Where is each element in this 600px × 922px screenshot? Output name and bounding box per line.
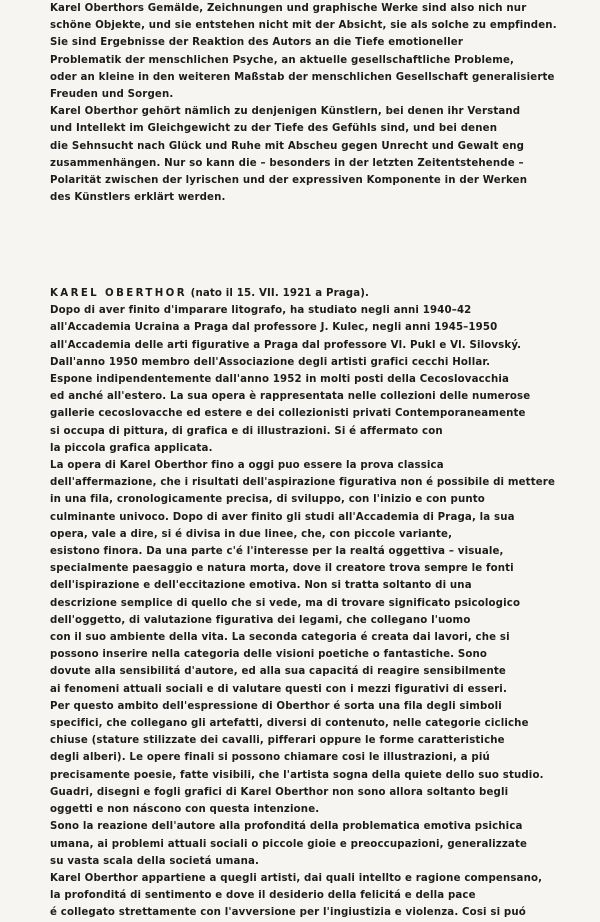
- italian-line: la profonditá di sentimento e dove il desiderio della felicitá e della pace: [50, 890, 476, 902]
- italian-line: all'Accademia delle arti figurative a Praga dal professore Vl. Pukl e Vl. Silovský.: [50, 339, 522, 351]
- italian-line: é collegato strettamente con l'avversione per l'ingiustizia e violenza. Cosi si puó: [50, 907, 526, 919]
- italian-line: culminante univoco. Dopo di aver finito gli studi all'Accademia di Praga, la sua: [50, 511, 515, 523]
- italian-line: su vasta scala della societá umana.: [50, 855, 260, 867]
- italian-line: precisamente poesie, fatte visibili, che l'artista sogna della quiete dello suo studio.: [50, 769, 544, 781]
- italian-line: dovute alla sensibilitá d'autore, ed alla sua capacitá di reagire sensibilmente: [50, 666, 506, 678]
- italian-text-block: [50, 285, 580, 922]
- italian-line: ai fenomeni attuali sociali e di valutare questi con i mezzi figurativi di esseri.: [50, 683, 507, 695]
- italian-line: Espone indipendentemente dall'anno 1952 in molti posti della Cecoslovacchia: [50, 374, 510, 386]
- italian-line: specifici, che collegano gli artefatti, diversi di contenuto, nelle categorie cicliche: [50, 718, 529, 730]
- italian-line: descrizione semplice di quello che si vede, ma di trovare significato psicologico: [50, 597, 521, 609]
- italian-line: possono inserire nella categoria delle visioni poetiche o fantastiche. Sono: [50, 649, 488, 661]
- german-line: Karel Oberthor gehört nämlich zu denjenigen Künstlern, bei denen ihr Verstand: [50, 106, 521, 118]
- german-line: die Sehnsucht nach Glück und Ruhe mit Abscheu gegen Unrecht und Gewalt eng: [50, 140, 525, 152]
- german-line: schöne Objekte, und sie entstehen nicht mit der Absicht, sie als solche zu empfinden.: [50, 20, 557, 32]
- italian-line: oggetti e non náscono con questa intenzione.: [50, 804, 320, 816]
- biography-heading: [50, 285, 580, 302]
- italian-line: Sono la reazione dell'autore alla profonditá della problematica emotiva psichica: [50, 821, 523, 833]
- italian-line: ed anché all'estero. La sua opera è rappresentata nelle collezioni delle numerose: [50, 391, 531, 403]
- german-line: Sie sind Ergebnisse der Reaktion des Autors an die Tiefe emotioneller: [50, 37, 463, 49]
- italian-line: chiuse (stature stilizzate dei cavalli, pifferari oppure le forme caratteristiche: [50, 735, 505, 747]
- german-line: Karel Oberthors Gemälde, Zeichnungen und graphische Werke sind also nich nur: [50, 3, 527, 14]
- birth-note: (nato il 15. VII. 1921 a Praga).: [186, 288, 370, 299]
- german-line: und Intellekt im Gleichgewicht zu der Tiefe des Gefühls sind, und bei denen: [50, 123, 498, 135]
- italian-line: degli alberi). Le opere finali si possono chiamare cosi le illustrazioni, a piú: [50, 752, 490, 764]
- italian-line: in una fila, cronologicamente precisa, di sviluppo, con l'inizio e con punto: [50, 494, 485, 506]
- italian-line: opera, vale a dire, si é divisa in due linee, che, con piccole variante,: [50, 528, 453, 540]
- german-line: oder an kleine in den weiteren Maßstab der menschlichen Gesellschaft generalisierte: [50, 71, 555, 83]
- german-line: des Künstlers erklärt werden.: [50, 192, 226, 204]
- italian-line: dell'ispirazione e dell'eccitazione emotiva. Non si tratta soltanto di una: [50, 580, 472, 592]
- italian-line: Guadri, disegni e fogli grafici di Karel Oberthor non sono allora soltanto begli: [50, 786, 509, 798]
- artist-name: KAREL OBERTHOR: [50, 288, 187, 299]
- german-text-block: [50, 0, 580, 206]
- italian-line: La opera di Karel Oberthor fino a oggi puo essere la prova classica: [50, 460, 444, 472]
- italian-line: Per questo ambito dell'espressione di Oberthor é sorta una fila degli simboli: [50, 700, 502, 712]
- italian-line: gallerie cecoslovacche ed estere e dei collezionisti privati Contemporaneamente: [50, 408, 526, 420]
- italian-line: specialmente paesaggio e natura morta, dove il creatore trova sempre le fonti: [50, 563, 514, 575]
- italian-line: con il suo ambiente della vita. La seconda categoria é creata dai lavori, che si: [50, 632, 510, 644]
- german-line: Freuden und Sorgen.: [50, 89, 174, 101]
- italian-line: dell'oggetto, di valutazione figurativa dei legami, che collegano l'uomo: [50, 614, 471, 626]
- italian-line: Dopo di aver finito d'imparare litografo, ha studiato negli anni 1940–42: [50, 305, 472, 317]
- italian-line: esistono finora. Da una parte c'é l'interesse per la realtá oggettiva – visuale,: [50, 546, 504, 558]
- italian-line: dell'affermazione, che i risultati dell'aspirazione figurativa non é possibile di mettere: [50, 477, 556, 489]
- italian-line: Karel Oberthor appartiene a quegli artisti, dai quali intellto e ragione compensano,: [50, 872, 543, 884]
- italian-line: all'Accademia Ucraina a Praga dal professore J. Kulec, negli anni 1945–1950: [50, 322, 498, 334]
- italian-line: umana, ai problemi attuali sociali o piccole gioie e preoccupazioni, generalizzate: [50, 838, 528, 850]
- italian-line: Dall'anno 1950 membro dell'Associazione degli artisti grafici cecchi Hollar.: [50, 356, 491, 368]
- german-line: Problematik der menschlichen Psyche, an aktuelle gesellschaftliche Probleme,: [50, 54, 515, 66]
- german-line: Polarität zwischen der lyrischen und der expressiven Komponente in der Werken: [50, 175, 528, 187]
- italian-line: si occupa di pittura, di grafica e di illustrazioni. Si é affermato con: [50, 425, 443, 437]
- italian-line: la piccola grafica applicata.: [50, 442, 213, 454]
- german-line: zusammenhängen. Nur so kann die – besonders in der letzten Zeitentstehende –: [50, 157, 524, 169]
